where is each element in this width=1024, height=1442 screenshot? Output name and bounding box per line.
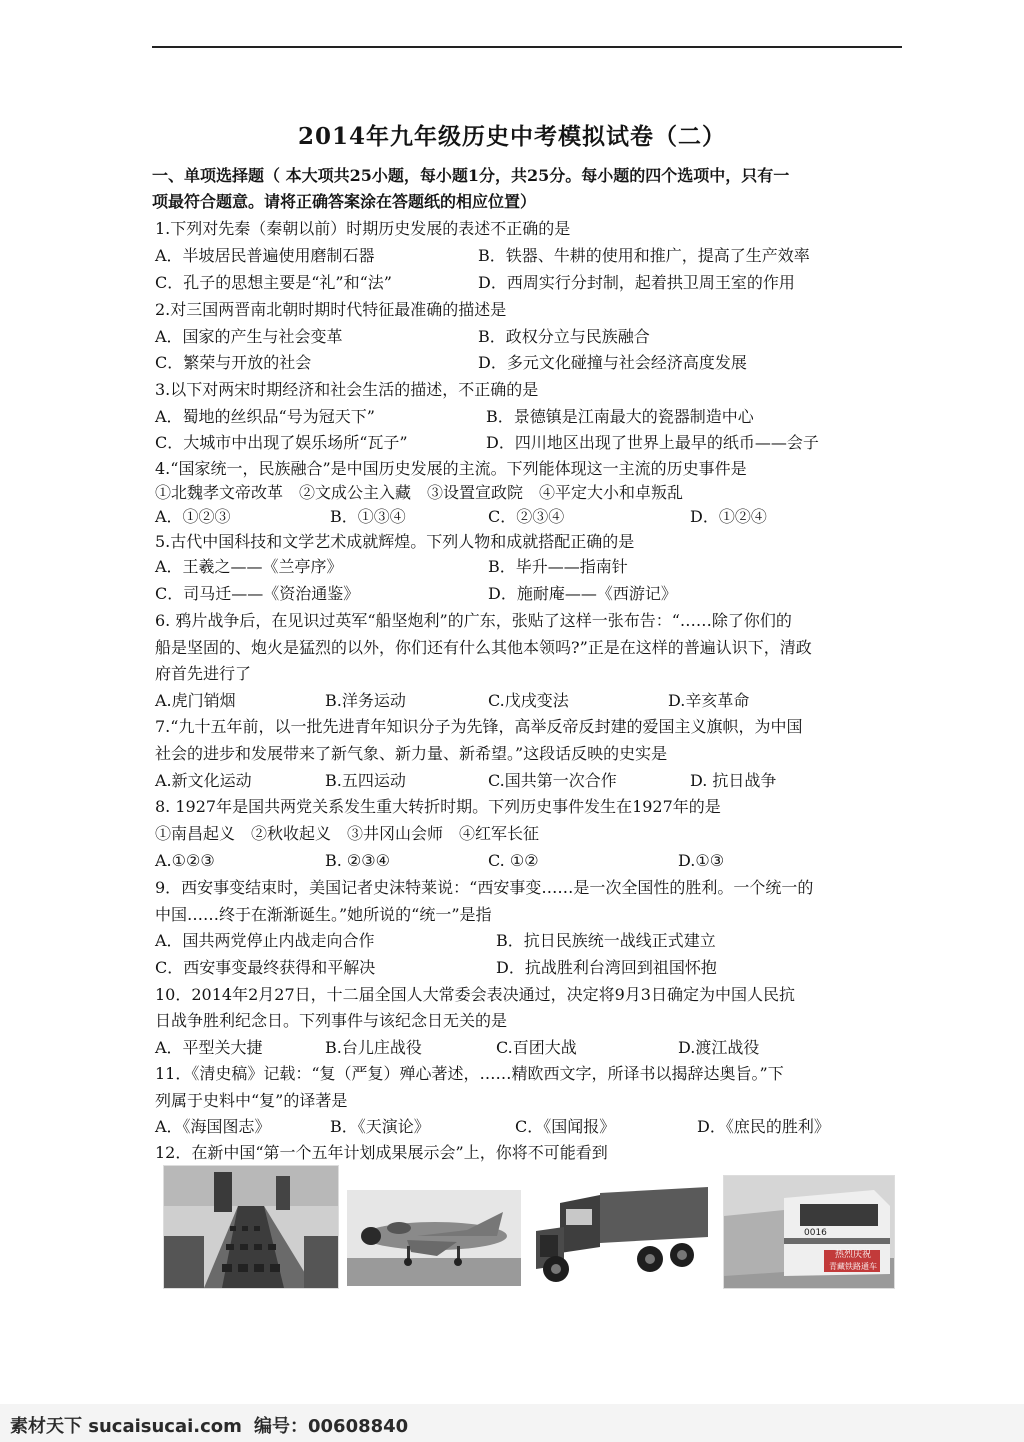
- train-banner-line1: 热烈庆祝: [834, 1250, 871, 1260]
- q1-option-b: B．铁器、牛耕的使用和推广，提高了生产效率: [478, 246, 810, 265]
- q8-option-b: B. ②③④: [325, 851, 390, 870]
- q7-option-b: B.五四运动: [325, 771, 406, 790]
- q5-option-c: C．司马迁——《资治通鉴》: [155, 584, 360, 603]
- page-title: 2014年九年级历史中考模拟试卷（二）: [297, 123, 726, 150]
- watermark-bar: [0, 1404, 1024, 1442]
- q7-option-d: D. 抗日战争: [690, 771, 777, 790]
- q10-option-d: D.渡江战役: [678, 1038, 760, 1057]
- q5-option-d: D．施耐庵——《西游记》: [488, 584, 677, 603]
- q3-option-d: D．四川地区出现了世界上最早的纸币——会子: [486, 433, 819, 452]
- q12-stem: 12．在新中国“第一个五年计划成果展示会”上，你将不可能看到: [155, 1143, 608, 1162]
- section-header-line1: 一、单项选择题（ 本大项共25小题，每小题1分，共25分。每小题的四个选项中，只有一: [152, 166, 790, 185]
- q11-option-c: C．《国闻报》: [515, 1117, 616, 1136]
- q5-option-b: B．毕升——指南针: [488, 557, 628, 576]
- q2-option-c: C．繁荣与开放的社会: [155, 353, 312, 372]
- q1-option-d: D．西周实行分封制，起着拱卫周王室的作用: [478, 273, 795, 292]
- q4-option-a: A．①②③: [155, 507, 231, 526]
- q2-option-d: D．多元文化碰撞与社会经济高度发展: [478, 353, 747, 372]
- q1-stem: 1.下列对先秦（秦朝以前）时期历史发展的表述不正确的是: [155, 219, 571, 238]
- q6-option-d: D.辛亥革命: [668, 691, 750, 710]
- q1-option-a: A．半坡居民普遍使用磨制石器: [155, 246, 375, 265]
- section-header-line2: 项最符合题意。请将正确答案涂在答题纸的相应位置）: [152, 192, 537, 211]
- q6-option-c: C.戊戌变法: [488, 691, 569, 710]
- q11-option-d: D．《庶民的胜利》: [697, 1117, 830, 1136]
- q10-option-c: C.百团大战: [496, 1038, 577, 1057]
- q3-option-c: C．大城市中出现了娱乐场所“瓦子”: [155, 433, 408, 452]
- q7-stem-2: 社会的进步和发展带来了新气象、新力量、新希望。”这段话反映的史实是: [155, 744, 668, 763]
- q9-stem-1: 9．西安事变结束时，美国记者史沫特莱说：“西安事变……是一次全国性的胜利。一个统一的: [155, 878, 814, 897]
- q6-stem-2: 船是坚固的、炮火是猛烈的以外，你们还有什么其他本领吗?”正是在这样的普遍认识下，清政: [155, 638, 812, 657]
- q6-stem-1: 6. 鸦片战争后，在见识过英军“船坚炮利”的广东，张贴了这样一张布告：“……除了你们的: [155, 611, 792, 630]
- q6-option-b: B.洋务运动: [325, 691, 406, 710]
- watermark-id: 编号：00608840: [254, 1416, 409, 1437]
- q1-option-c: C．孔子的思想主要是“礼”和“法”: [155, 273, 392, 292]
- train-photo: [723, 1175, 895, 1289]
- train-number: 0016: [804, 1228, 827, 1238]
- jet-fighter-image: [347, 1190, 521, 1286]
- q11-stem-2: 列属于史料中“复”的译著是: [155, 1091, 348, 1110]
- q4-stem-items: ①北魏孝文帝改革 ②文成公主入藏 ③设置宣政院 ④平定大小和卓叛乱: [155, 483, 684, 502]
- jet-photo: [347, 1190, 521, 1286]
- q3-option-a: A．蜀地的丝织品“号为冠天下”: [155, 407, 375, 426]
- q8-option-d: D.①③: [678, 851, 725, 870]
- q9-option-a: A．国共两党停止内战走向合作: [155, 931, 375, 950]
- q3-stem: 3.以下对两宋时期经济和社会生活的描述，不正确的是: [155, 380, 539, 399]
- q2-option-b: B．政权分立与民族融合: [478, 327, 650, 346]
- q11-option-b: B．《天演论》: [330, 1117, 430, 1136]
- q8-stem: 8. 1927年是国共两党关系发生重大转折时期。下列历史事件发生在1927年的是: [155, 797, 721, 816]
- q7-option-c: C.国共第一次合作: [488, 771, 617, 790]
- q8-option-a: A.①②③: [155, 851, 215, 870]
- train-banner-line2: 青藏铁路通车: [829, 1262, 877, 1271]
- header-rule: [152, 46, 902, 48]
- q8-option-c: C. ①②: [488, 851, 539, 870]
- q9-option-d: D．抗战胜利台湾回到祖国怀抱: [496, 958, 717, 977]
- bridge-photo: [163, 1165, 339, 1289]
- q4-option-c: C．②③④: [488, 507, 565, 526]
- q7-stem-1: 7.“九十五年前，以一批先进青年知识分子为先锋，高举反帝反封建的爱国主义旗帜，为中国: [155, 717, 803, 736]
- truck-image: [530, 1173, 712, 1287]
- watermark-brand: 素材天下 sucaisucai.com: [10, 1416, 242, 1437]
- q10-stem-1: 10．2014年2月27日，十二届全国人大常委会表决通过，决定将9月3日确定为中国人民抗: [155, 985, 795, 1004]
- q4-option-b: B．①③④: [330, 507, 406, 526]
- q7-option-a: A.新文化运动: [155, 771, 252, 790]
- q10-option-a: A．平型关大捷: [155, 1038, 263, 1057]
- bridge-image: [164, 1166, 338, 1288]
- q6-stem-3: 府首先进行了: [155, 664, 252, 683]
- q9-stem-2: 中国……终于在渐渐诞生。”她所说的“统一”是指: [155, 905, 492, 924]
- q11-option-a: A．《海国图志》: [155, 1117, 271, 1136]
- q8-stem-items: ①南昌起义 ②秋收起义 ③井冈山会师 ④红军长征: [155, 824, 540, 843]
- q4-stem: 4.“国家统一，民族融合”是中国历史发展的主流。下列能体现这一主流的历史事件是: [155, 459, 747, 478]
- truck-photo: [530, 1173, 712, 1287]
- q2-option-a: A．国家的产生与社会变革: [155, 327, 343, 346]
- q5-stem: 5.古代中国科技和文学艺术成就辉煌。下列人物和成就搭配正确的是: [155, 532, 635, 551]
- q11-stem-1: 11．《清史稿》记载：“复（严复）殚心著述，……精欧西文字，所译书以揭辞达奥旨。”下: [155, 1064, 784, 1083]
- q3-option-b: B．景德镇是江南最大的瓷器制造中心: [486, 407, 754, 426]
- q5-option-a: A．王羲之——《兰亭序》: [155, 557, 343, 576]
- q10-stem-2: 日战争胜利纪念日。下列事件与该纪念日无关的是: [155, 1011, 508, 1030]
- q2-stem: 2.对三国两晋南北朝时期时代特征最准确的描述是: [155, 300, 507, 319]
- q9-option-c: C．西安事变最终获得和平解决: [155, 958, 376, 977]
- q9-option-b: B．抗日民族统一战线正式建立: [496, 931, 716, 950]
- q4-option-d: D．①②④: [690, 507, 767, 526]
- q10-option-b: B.台儿庄战役: [325, 1038, 422, 1057]
- q6-option-a: A.虎门销烟: [155, 691, 236, 710]
